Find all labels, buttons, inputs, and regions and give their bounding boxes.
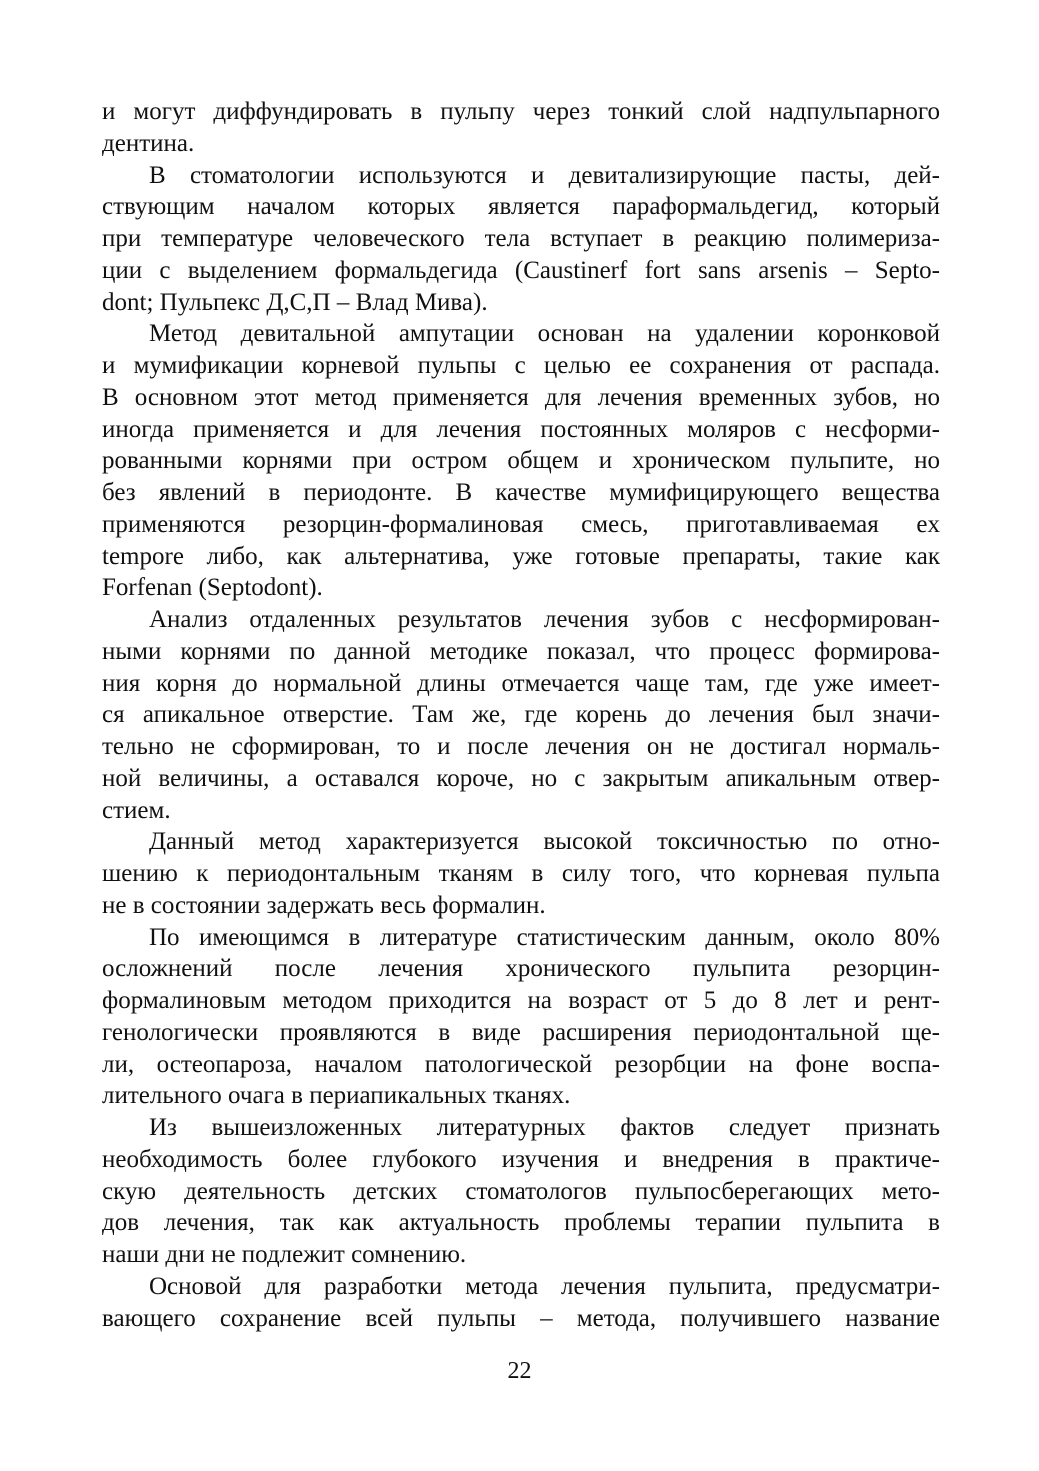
text-line: dont; Пульпекс Д,С,П – Влад Мива). bbox=[102, 288, 488, 316]
text-line: рованными корнями при остром общем и хроническом пульпите, но bbox=[102, 447, 940, 475]
text-line: Из вышеизложенных литературных фактов следует признать bbox=[149, 1114, 940, 1141]
text-line: скую деятельность детских стоматологов пульпосберегающих мето- bbox=[102, 1177, 940, 1205]
text-line: ными корнями по данной методике показал, что процесс формирова- bbox=[102, 637, 940, 665]
text-line: осложнений после лечения хронического пульпита резорцин- bbox=[102, 955, 940, 983]
page-number: 22 bbox=[507, 1358, 532, 1384]
text-line: В основном этот метод применяется для лечения временных зубов, но bbox=[102, 383, 940, 411]
text-line: наши дни не подлежит сомнению. bbox=[102, 1241, 467, 1268]
text-line: тельно не сформирован, то и после лечения он не достигал нормаль- bbox=[102, 733, 940, 760]
text-line: дентина. bbox=[102, 129, 195, 157]
text-line: стием. bbox=[102, 796, 171, 824]
text-line: Основой для разработки метода лечения пульпита, предусматри- bbox=[149, 1272, 940, 1300]
text-line: необходимость более глубокого изучения и внедрения в практиче- bbox=[102, 1145, 940, 1173]
text-line: Метод девитальной ампутации основан на удалении коронковой bbox=[149, 320, 940, 348]
text-line: применяются резорцин-формалиновая смесь, приготавливаемая ex bbox=[102, 510, 940, 538]
text-line: шению к периодонтальным тканям в силу того, что корневая пульпа bbox=[102, 860, 940, 887]
text-line: лительного очага в периапикальных тканях. bbox=[102, 1082, 571, 1110]
body-text bbox=[102, 96, 940, 1334]
text-line: и мумификации корневой пульпы с целью ее сохранения от распада. bbox=[102, 352, 940, 379]
text-line: дов лечения, так как актуальность проблемы терапии пульпита в bbox=[102, 1209, 940, 1237]
text-line: ции с выделением формальдегида (Caustinerf fort sans arsenis – Septo- bbox=[102, 256, 940, 284]
text-line: ли, остеопароза, началом патологической резорбции на фоне воспа- bbox=[102, 1050, 940, 1078]
text-line: Forfenan (Septodont). bbox=[102, 574, 323, 602]
text-line: вающего сохранение всей пульпы – метода, получившего название bbox=[102, 1304, 940, 1332]
text-line: и могут диффундировать в пульпу через тонкий слой надпульпарного bbox=[102, 98, 940, 125]
text-line: Анализ отдаленных результатов лечения зубов с несформирован- bbox=[149, 606, 940, 633]
text-line: По имеющимся в литературе статистическим данным, около 80% bbox=[149, 923, 940, 951]
text-line: не в состоянии задержать весь формалин. bbox=[102, 891, 546, 919]
text-line: формалиновым методом приходится на возраст от 5 до 8 лет и рент- bbox=[102, 987, 940, 1014]
text-line: ной величины, а оставался короче, но с закрытым апикальным отвер- bbox=[102, 764, 940, 792]
text-line: ся апикальное отверстие. Там же, где корень до лечения был значи- bbox=[102, 701, 940, 729]
text-line: генологически проявляются в виде расширения периодонтальной ще- bbox=[102, 1018, 940, 1046]
text-line: В стоматологии используются и девитализирующие пасты, дей- bbox=[149, 161, 940, 189]
text-line: без явлений в периодонте. В качестве мумифицирующего вещества bbox=[102, 479, 940, 506]
text-line: иногда применяется и для лечения постоянных моляров с несформи- bbox=[102, 415, 940, 443]
text-line: при температуре человеческого тела вступает в реакцию полимериза- bbox=[102, 225, 940, 252]
text-line: ствующим началом которых является параформальдегид, который bbox=[102, 193, 940, 221]
text-line: tempore либо, как альтернатива, уже готовые препараты, такие как bbox=[102, 542, 940, 570]
text-line: Данный метод характеризуется высокой токсичностью по отно- bbox=[149, 828, 940, 856]
text-line: ния корня до нормальной длины отмечается чаще там, где уже имеет- bbox=[102, 669, 940, 697]
